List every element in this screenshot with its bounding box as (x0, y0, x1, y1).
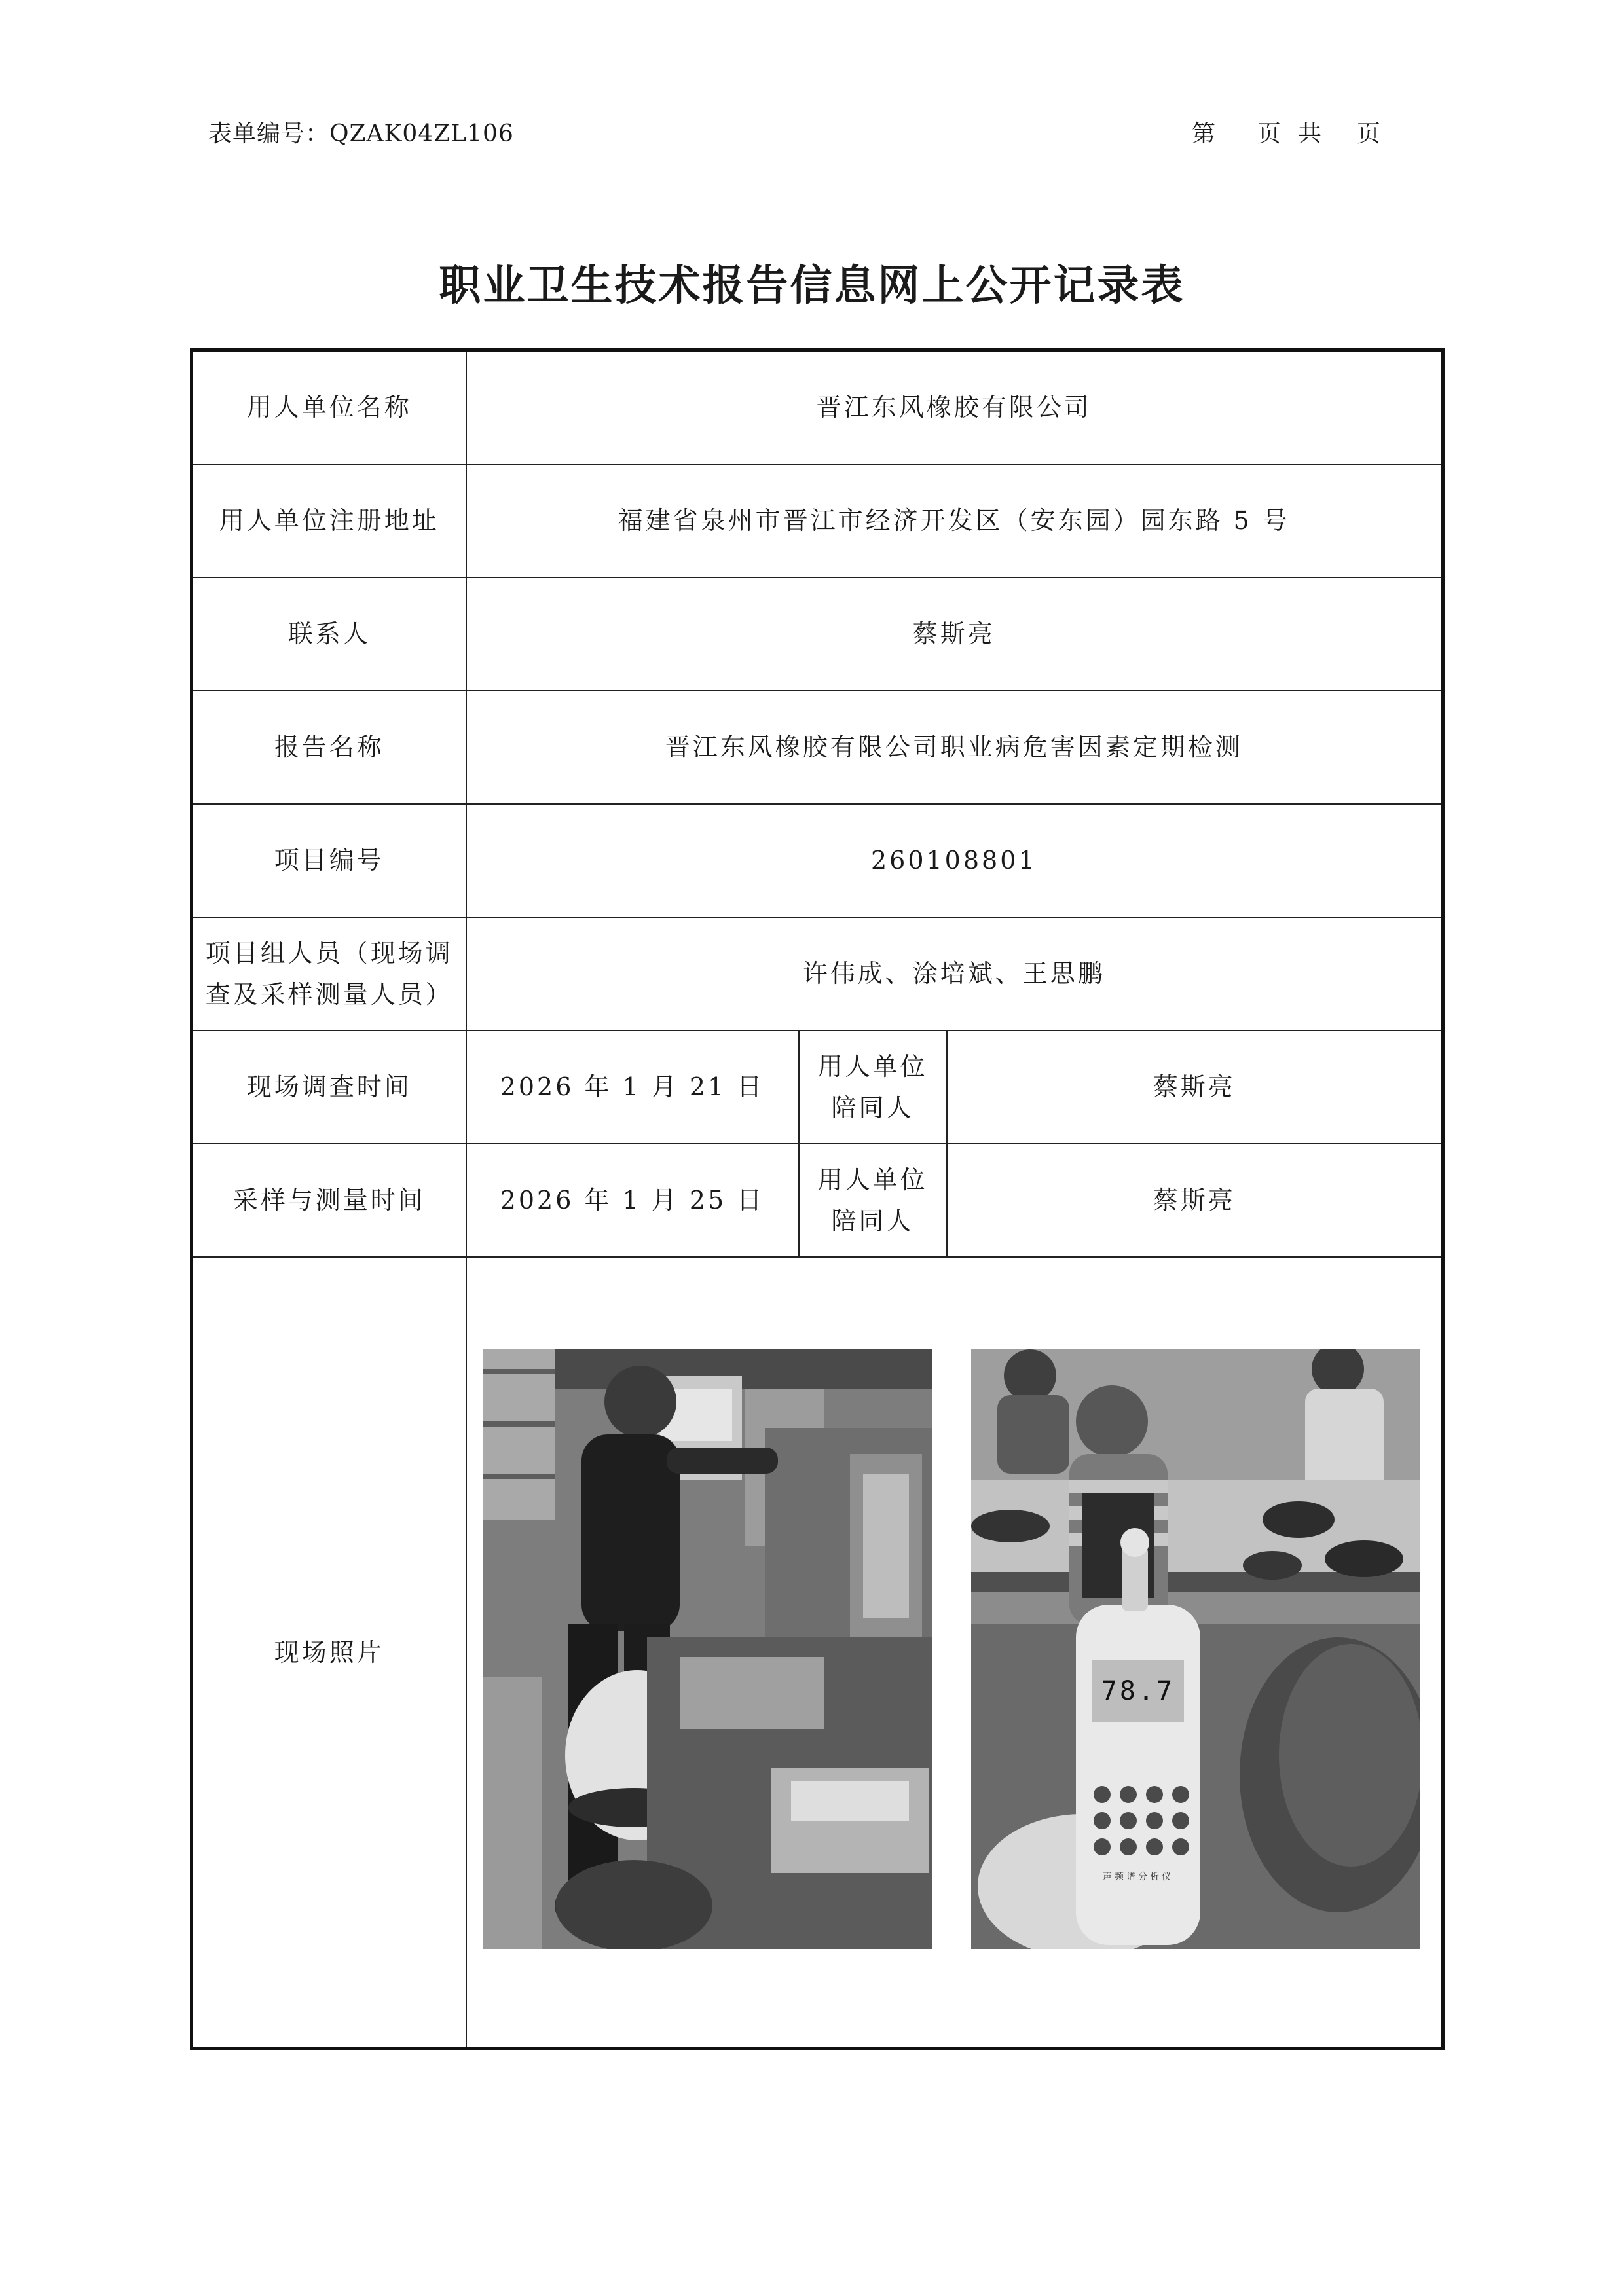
team-label-line2: 查及采样测量人员） (205, 979, 453, 1009)
row-project-number (192, 804, 1443, 917)
site-photo-noise-meter (971, 1349, 1420, 1949)
row-team (192, 917, 1443, 1030)
survey-escort-value: 蔡斯亮 (947, 1030, 1443, 1144)
page-gong: 共 (1298, 120, 1322, 147)
project-number-label: 项目编号 (192, 804, 466, 917)
survey-escort-label (799, 1030, 947, 1144)
sampling-time-label: 采样与测量时间 (192, 1144, 466, 1257)
page-ye-total: 页 (1357, 120, 1381, 147)
survey-escort-label-line1: 用人单位 (817, 1051, 928, 1081)
survey-time-value: 2026 年 1 月 21 日 (466, 1030, 799, 1144)
sampling-time-value: 2026 年 1 月 25 日 (466, 1144, 799, 1257)
sampling-escort-label-line2: 陪同人 (831, 1206, 914, 1235)
meter-caption: 声频谱分析仪 (1102, 1872, 1173, 1882)
project-number-value: 260108801 (466, 804, 1443, 917)
sampling-escort-label (799, 1144, 947, 1257)
employer-name-label: 用人单位名称 (192, 350, 466, 465)
row-contact (192, 577, 1443, 691)
row-address (192, 464, 1443, 577)
survey-escort-label-line2: 陪同人 (831, 1093, 914, 1122)
page-counter (1192, 115, 1380, 149)
row-photos (192, 1257, 1443, 2049)
sampling-escort-value: 蔡斯亮 (947, 1144, 1443, 1257)
record-table (190, 348, 1445, 2050)
row-sampling (192, 1144, 1443, 1257)
address-value: 福建省泉州市晋江市经济开发区（安东园）园东路 5 号 (466, 464, 1443, 577)
address-label: 用人单位注册地址 (192, 464, 466, 577)
photos-cell (466, 1257, 1443, 2049)
meter-reading: 78.7 (1101, 1676, 1175, 1706)
report-name-label: 报告名称 (192, 691, 466, 804)
photos-label: 现场照片 (192, 1257, 466, 2049)
contact-value: 蔡斯亮 (466, 577, 1443, 691)
form-number: 表单编号：QZAK04ZL106 (208, 120, 514, 147)
document-title: 职业卫生技术报告信息网上公开记录表 (439, 261, 1185, 310)
page-ye: 页 (1257, 120, 1282, 147)
row-employer-name (192, 350, 1443, 465)
page-di: 第 (1192, 120, 1216, 147)
team-label (192, 917, 466, 1030)
site-photo-worker (483, 1349, 932, 1949)
team-label-line1: 项目组人员（现场调 (205, 938, 453, 968)
row-report-name (192, 691, 1443, 804)
team-members-value: 许伟成、涂培斌、王思鹏 (466, 917, 1443, 1030)
survey-time-label: 现场调查时间 (192, 1030, 466, 1144)
employer-name-value: 晋江东风橡胶有限公司 (466, 350, 1443, 465)
report-name-value: 晋江东风橡胶有限公司职业病危害因素定期检测 (466, 691, 1443, 804)
contact-label: 联系人 (192, 577, 466, 691)
sampling-escort-label-line1: 用人单位 (817, 1165, 928, 1194)
row-survey (192, 1030, 1443, 1144)
